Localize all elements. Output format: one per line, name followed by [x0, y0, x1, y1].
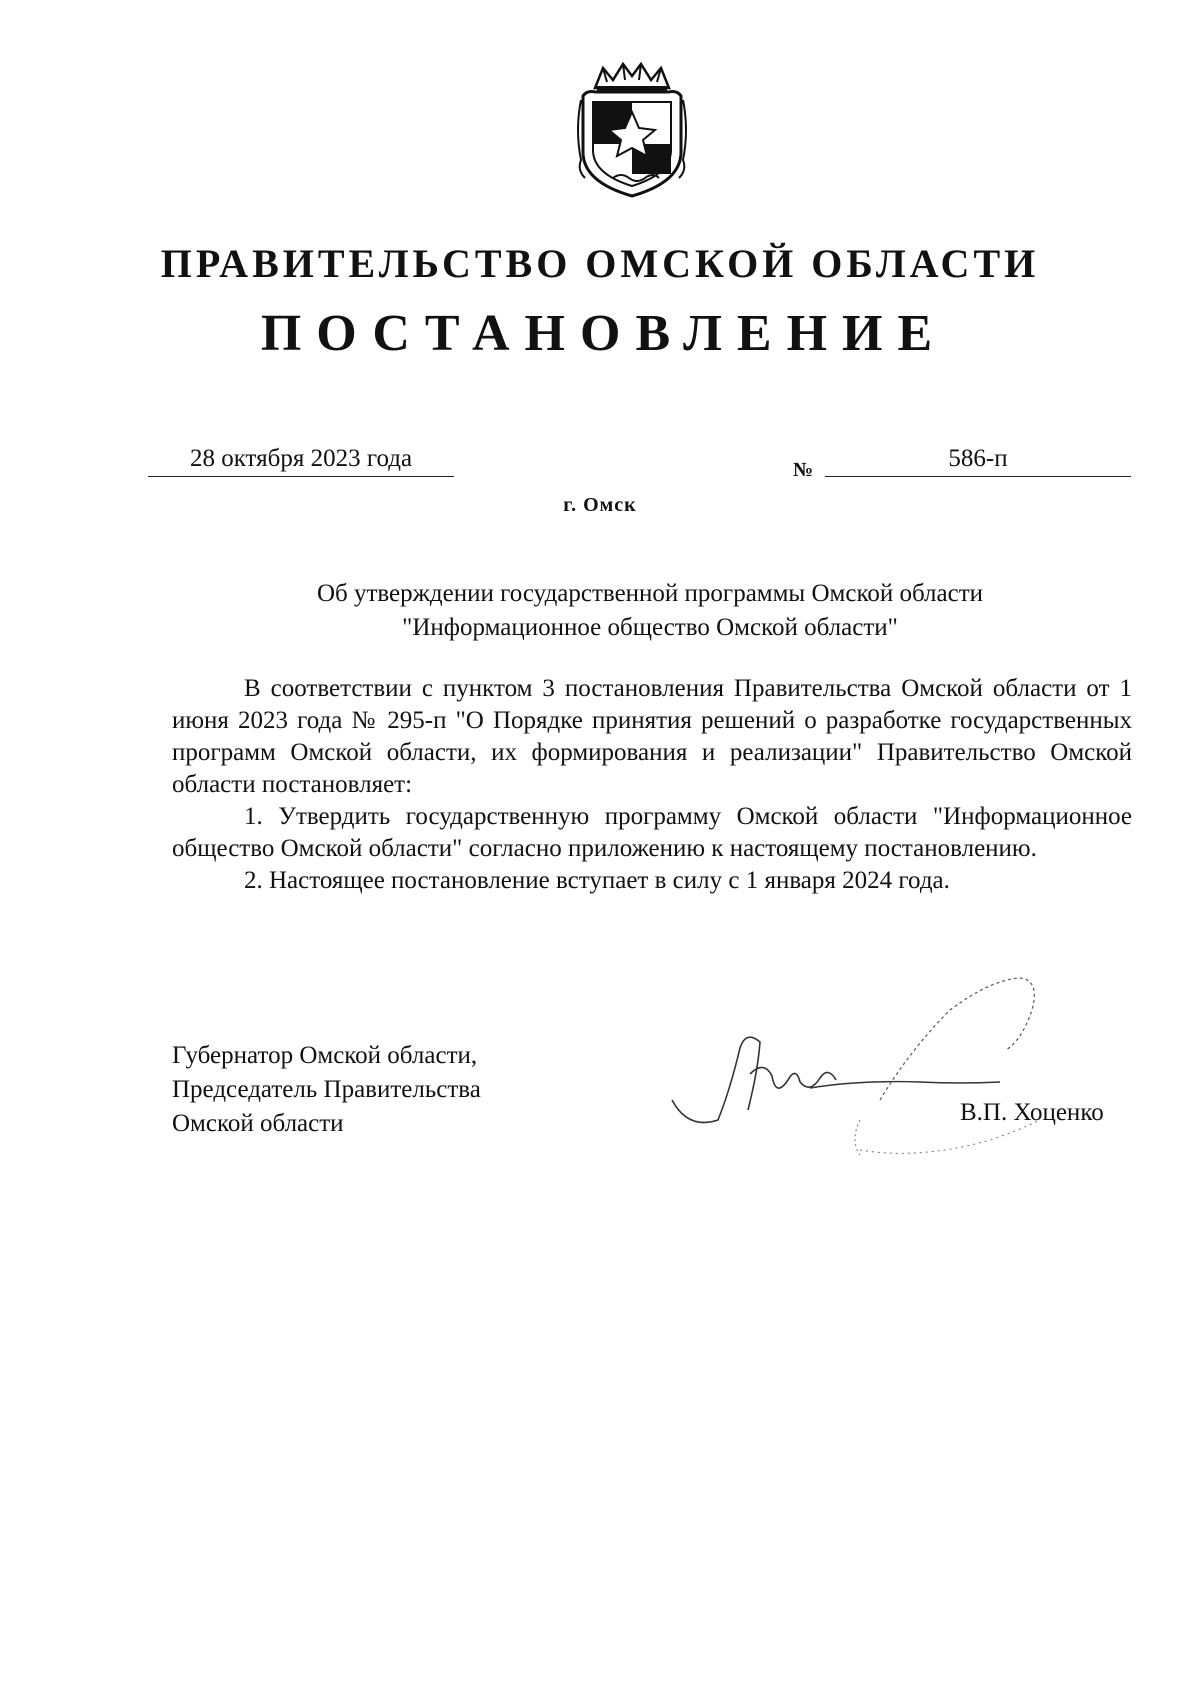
item-1-paragraph: 1. Утвердить государственную программу Омской области "Информационное общество Омской области" согласно приложению к настоящему постановлению. — [172, 803, 1132, 862]
city-label: г. Омск — [563, 494, 637, 516]
document-date: 28 октября 2023 года — [148, 444, 454, 477]
document-type-title: ПОСТАНОВЛЕНИЕ — [260, 305, 948, 362]
signer-position — [172, 1039, 481, 1141]
signer-position-line-3: Омской области — [172, 1110, 344, 1137]
item-2-paragraph: 2. Настоящее постановление вступает в силу с 1 января 2024 года. — [244, 867, 950, 894]
organization-title: ПРАВИТЕЛЬСТВО ОМСКОЙ ОБЛАСТИ — [160, 241, 1040, 286]
number-label: № — [793, 459, 814, 481]
coat-of-arms-icon — [573, 60, 691, 200]
document-body — [172, 673, 1132, 897]
handwritten-signature — [660, 970, 1080, 1190]
signer-name: В.П. Хоценко — [960, 1099, 1104, 1126]
signer-position-line-2: Председатель Правительства — [172, 1076, 481, 1103]
preamble-paragraph: В соответствии с пунктом 3 постановления Правительства Омской области от 1 июня 2023 года № 295-п "О Порядке принятия решений о разработке государственных программ Омской области, их формирования и реализации" Правительство Омской области постановляет: — [172, 675, 1132, 798]
signer-position-line-1: Губернатор Омской области, — [172, 1042, 478, 1069]
document-subject — [170, 577, 1130, 645]
subject-line-2: "Информационное общество Омской области" — [402, 614, 898, 641]
document-number: 586-п — [825, 444, 1131, 477]
subject-line-1: Об утверждении государственной программы Омской области — [316, 580, 984, 607]
